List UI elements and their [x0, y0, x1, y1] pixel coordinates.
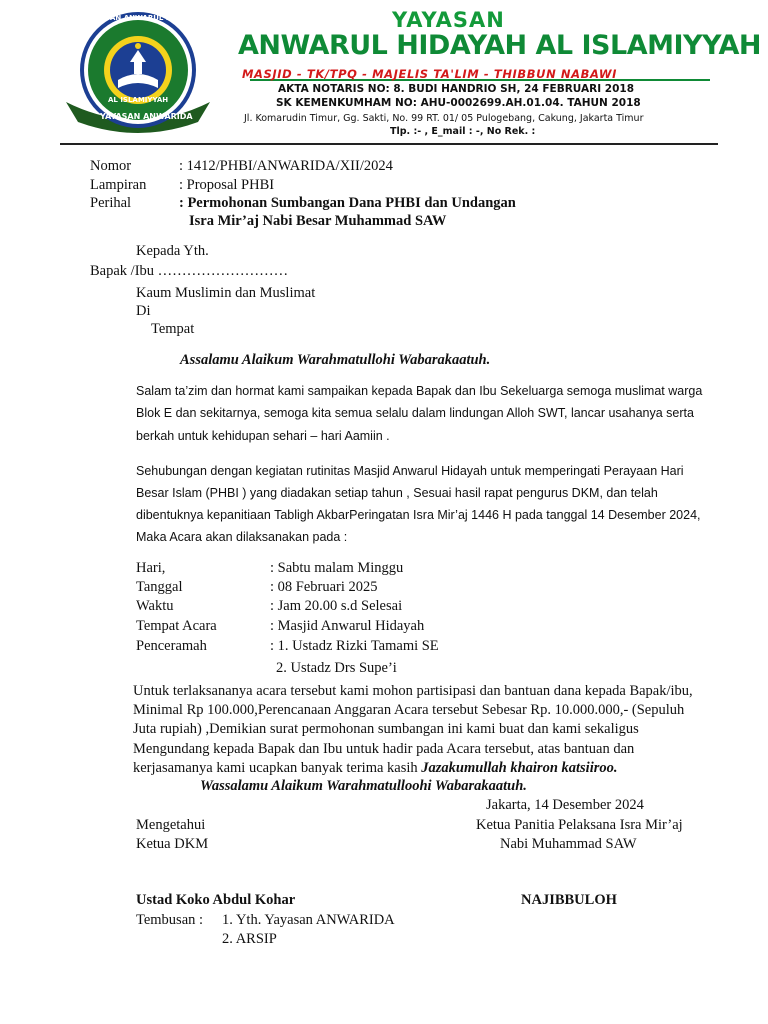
- tembusan-label: Tembusan :: [136, 912, 204, 928]
- perihal-value: : Permohonan Sumbangan Dana PHBI dan Undangan: [179, 195, 516, 211]
- signatory-left-name: Ustad Koko Abdul Kohar: [136, 892, 296, 908]
- event-penceramah-label: Penceramah: [136, 638, 207, 654]
- ketua-panitia-title: Ketua Panitia Pelaksana Isra Mir’aj: [476, 817, 683, 833]
- para1-line: berkah untuk kehidupan sehari – hari Aamiin .: [136, 429, 390, 443]
- organization-address: Jl. Komarudin Timur, Gg. Sakti, No. 99 RT. 01/ 05 Pulogebang, Cakung, Jakarta Timur: [244, 113, 644, 124]
- event-tempat-value: : Masjid Anwarul Hidayah: [270, 618, 425, 634]
- seal-text-top: YAYASAN ANWARUL HIDAYAH: [86, 14, 201, 22]
- event-hari-label: Hari,: [136, 560, 166, 576]
- closing-wassalamu: Wassalamu Alaikum Warahmatulloohi Wabarakaatuh.: [200, 778, 527, 794]
- closing-line: Juta rupiah) ,Demikian surat permohonan sumbangan ini kami buat dan kami sekaligus: [133, 721, 639, 737]
- closing-line: Untuk terlaksananya acara tersebut kami mohon partisipasi dan bantuan dana kepada Bapak/ibu,: [133, 683, 693, 699]
- ministry-decree: SK KEMENKUMHAM NO: AHU-0002699.AH.01.04. TAHUN 2018: [276, 97, 641, 109]
- event-tanggal-label: Tanggal: [136, 579, 183, 595]
- para1-line: Salam ta’zim dan hormat kami sampaikan kepada Bapak dan Ibu Sekeluarga semoga muslimat warga: [136, 384, 703, 398]
- seal-text-mid: AL ISLAMIYYAH: [108, 96, 169, 104]
- closing-jazakumullah: Jazakumullah khairon katsiiroo.: [421, 760, 618, 776]
- recipient-bapak-ibu: Bapak /Ibu ………………………: [90, 263, 289, 279]
- event-tanggal-value: : 08 Februari 2025: [270, 579, 378, 595]
- organization-units: MASJID - TK/TPQ - MAJELIS TA'LIM - THIBBUN NABAWI: [242, 67, 618, 81]
- nomor-value: : 1412/PHBI/ANWARIDA/XII/2024: [179, 158, 393, 174]
- closing-line: Mengundang kepada Bapak dan Ibu untuk hadir pada Acara tersebut, atas bantuan dan: [133, 741, 635, 757]
- perihal-value-cont: Isra Mir’aj Nabi Besar Muhammad SAW: [189, 213, 447, 229]
- lampiran-label: Lampiran: [90, 177, 147, 193]
- tembusan-item: 1. Yth. Yayasan ANWARIDA: [222, 912, 395, 928]
- para2-line: dibentuknya kepanitiaan Tabligh AkbarPeringatan Isra Mir’aj 1446 H pada tanggal 14 Desember 2024,: [136, 508, 701, 522]
- tembusan-item: 2. ARSIP: [222, 931, 277, 947]
- recipient-kepada: Kepada Yth.: [136, 243, 209, 259]
- event-penceramah-1: : 1. Ustadz Rizki Tamami SE: [270, 638, 439, 654]
- header-divider: [60, 143, 718, 145]
- recipient-di: Di: [136, 303, 151, 319]
- event-waktu-label: Waktu: [136, 598, 174, 614]
- ketua-dkm-title: Ketua DKM: [136, 836, 209, 852]
- para2-line: Sehubungan dengan kegiatan rutinitas Masjid Anwarul Hidayah untuk memperingati Perayaan Hari: [136, 464, 684, 478]
- organization-contact: Tlp. :- , E_mail : -, No Rek. :: [390, 126, 536, 137]
- organization-name: ANWARUL HIDAYAH AL ISLAMIYYAH: [238, 30, 762, 61]
- para1-line: Blok E dan sekitarnya, semoga kita semua selalu dalam lindungan Alloh SWT, lancar usahanya serta: [136, 406, 694, 420]
- notary-deed: AKTA NOTARIS NO: 8. BUDI HANDRIO SH, 24 FEBRUARI 2018: [278, 83, 635, 95]
- event-penceramah-2: 2. Ustadz Drs Supe’i: [276, 660, 397, 676]
- ketua-panitia-title-cont: Nabi Muhammad SAW: [500, 836, 637, 852]
- para2-line: Maka Acara akan dilaksanakan pada :: [136, 530, 348, 544]
- letterhead: [0, 0, 768, 150]
- foundation-seal-logo: [58, 10, 218, 142]
- opening-greeting: Assalamu Alaikum Warahmatullohi Wabarakaatuh.: [180, 352, 491, 368]
- lampiran-value: : Proposal PHBI: [179, 177, 275, 193]
- event-hari-value: : Sabtu malam Minggu: [270, 560, 404, 576]
- event-tempat-label: Tempat Acara: [136, 618, 217, 634]
- perihal-label: Perihal: [90, 195, 132, 211]
- recipient-tempat: Tempat: [151, 321, 195, 337]
- closing-line-5: [133, 760, 618, 777]
- yayasan-heading: YAYASAN: [392, 8, 505, 32]
- para2-line: Besar Islam (PHBI ) yang diadakan setiap tahun , Sesuai hasil rapat pengurus DKM, dan telah: [136, 486, 658, 500]
- event-waktu-value: : Jam 20.00 s.d Selesai: [270, 598, 403, 614]
- closing-line: Minimal Rp 100.000,Perencanaan Anggaran Acara tersebut Sebesar Rp. 10.000.000,- (Sepuluh: [133, 702, 685, 718]
- nomor-label: Nomor: [90, 158, 132, 174]
- signatory-right-name: NAJIBBULOH: [521, 892, 617, 908]
- mengetahui-label: Mengetahui: [136, 817, 206, 833]
- recipient-kaum: Kaum Muslimin dan Muslimat: [136, 285, 316, 301]
- seal-ribbon-text: YAYASAN ANWARIDA: [100, 112, 193, 121]
- place-date: Jakarta, 14 Desember 2024: [486, 797, 644, 813]
- closing-thanks: kerjasamanya kami ucapkan banyak terima kasih: [133, 760, 422, 776]
